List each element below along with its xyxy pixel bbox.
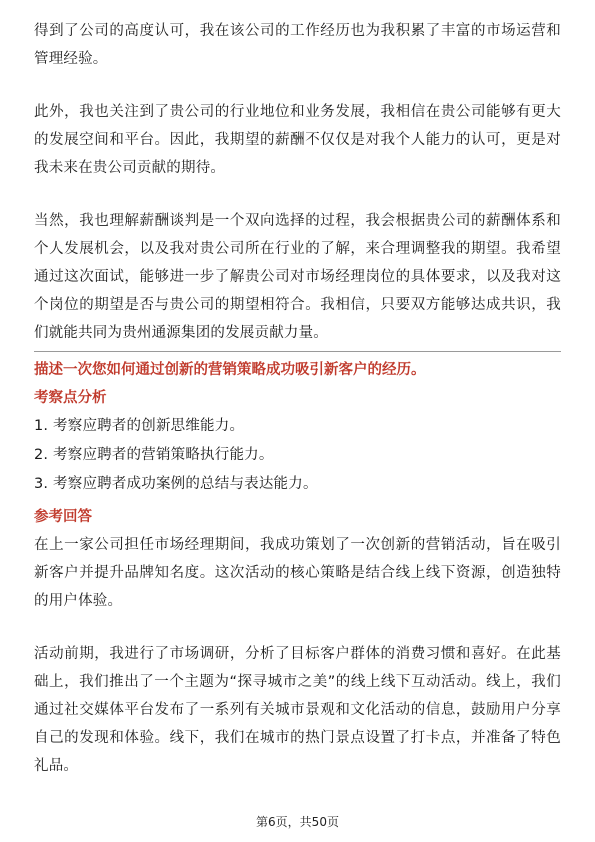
question-heading: 描述一次您如何通过创新的营销策略成功吸引新客户的经历。 bbox=[34, 362, 426, 378]
page-number: 第6页，共50页 bbox=[256, 815, 339, 829]
body-paragraph: 当然，我也理解薪酬谈判是一个双向选择的过程，我会根据贵公司的薪酬体系和个人发展机会，以及我对贵公司所在行业的了解，来合理调整我的期望。我希望通过这次面试，能够进一步了解贵公司对市场经理岗位的具体要求，以及我对这个岗位的期望是否与贵公司的期望相符合。我相信，只要双方能够达成共识，我们就能共同为贵州通源集团的发展贡献力量。 bbox=[34, 213, 561, 341]
answer-paragraph: 在上一家公司担任市场经理期间，我成功策划了一次创新的营销活动，旨在吸引新客户并提升品牌知名度。这次活动的核心策略是结合线上线下资源，创造独特的用户体验。 bbox=[34, 537, 561, 609]
body-paragraph: 得到了公司的高度认可，我在该公司的工作经历也为我积累了丰富的市场运营和管理经验。 bbox=[34, 23, 561, 67]
list-item: 2. 考察应聘者的营销策略执行能力。 bbox=[34, 447, 274, 463]
section-divider bbox=[34, 351, 561, 352]
answer-title: 参考回答 bbox=[34, 509, 92, 525]
document-page bbox=[34, 17, 561, 805]
list-item: 1. 考察应聘者的创新思维能力。 bbox=[34, 418, 245, 434]
analysis-list bbox=[34, 412, 561, 499]
answer-paragraph: 活动前期，我进行了市场调研，分析了目标客户群体的消费习惯和喜好。在此基础上，我们推出了一个主题为“探寻城市之美”的线上线下互动活动。线上，我们通过社交媒体平台发布了一系列有关城市景观和文化活动的信息，鼓励用户分享自己的发现和体验。线下，我们在城市的热门景点设置了打卡点，并准备了特色礼品。 bbox=[34, 646, 561, 774]
analysis-title: 考察点分析 bbox=[34, 390, 107, 406]
list-item: 3. 考察应聘者成功案例的总结与表达能力。 bbox=[34, 476, 318, 492]
body-paragraph: 此外，我也关注到了贵公司的行业地位和业务发展，我相信在贵公司能够有更大的发展空间和平台。因此，我期望的薪酬不仅仅是对我个人能力的认可，更是对我未来在贵公司贡献的期待。 bbox=[34, 104, 561, 176]
